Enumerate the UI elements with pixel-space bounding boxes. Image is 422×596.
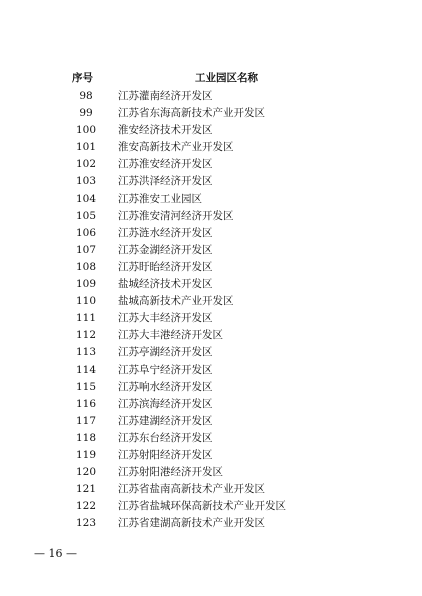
table-row [63,515,363,532]
row-park-name: 江苏淮安经济开发区 [118,158,213,171]
row-serial-number: 111 [75,312,97,325]
table-row [63,430,363,447]
row-serial-number: 118 [75,431,97,444]
table-row [63,173,363,190]
table-row [63,293,363,310]
row-serial-number: 121 [75,483,97,496]
row-park-name: 江苏响水经济开发区 [118,380,213,393]
row-park-name: 盐城高新技术产业开发区 [118,295,234,308]
table-row [63,156,363,173]
row-serial-number: 98 [79,90,93,102]
row-park-name: 江苏洪泽经济开发区 [118,175,213,188]
row-park-name: 淮安经济技术开发区 [118,124,213,137]
row-park-name: 盐城经济技术开发区 [118,278,213,291]
row-serial-number: 103 [75,175,97,188]
table-row [63,259,363,276]
table-row [63,327,363,344]
row-park-name: 江苏东台经济开发区 [118,431,213,444]
row-serial-number: 107 [75,243,97,256]
table-row [63,481,363,498]
row-park-name: 江苏阜宁经济开发区 [118,363,213,376]
row-serial-number: 112 [75,329,97,342]
row-serial-number: 105 [75,209,97,222]
row-park-name: 江苏省东海高新技术产业开发区 [118,107,265,120]
table-row [63,208,363,225]
table-row [63,191,363,208]
row-serial-number: 101 [75,141,97,154]
row-park-name: 江苏建湖经济开发区 [118,414,213,427]
row-park-name: 江苏大丰港经济开发区 [118,329,223,342]
row-serial-number: 106 [75,226,97,239]
row-serial-number: 100 [75,124,97,137]
table-row [63,413,363,430]
row-serial-number: 109 [75,278,97,291]
page-number: — 16 — [34,547,77,560]
row-serial-number: 99 [79,107,93,120]
row-serial-number: 122 [75,500,97,513]
table-row [63,344,363,361]
table-row [63,105,363,122]
row-park-name: 江苏省建湖高新技术产业开发区 [118,517,265,530]
table-row [63,310,363,327]
row-serial-number: 119 [75,448,97,461]
table-row [63,447,363,464]
row-park-name: 江苏射阳港经济开发区 [118,466,223,479]
row-serial-number: 123 [75,517,97,530]
row-park-name: 江苏淮安清河经济开发区 [118,209,234,222]
table-header-row [63,70,363,86]
table-row [63,396,363,413]
row-park-name: 江苏涟水经济开发区 [118,226,213,239]
row-park-name: 江苏灌南经济开发区 [118,90,213,102]
row-serial-number: 113 [75,346,97,359]
row-park-name: 江苏省盐城环保高新技术产业开发区 [118,500,286,513]
table-row [63,379,363,396]
row-park-name: 江苏亭湖经济开发区 [118,346,213,359]
row-serial-number: 115 [75,380,97,393]
row-serial-number: 108 [75,260,97,273]
row-serial-number: 114 [75,363,97,376]
industrial-park-table [63,70,363,530]
row-serial-number: 104 [75,192,97,205]
row-park-name: 江苏金湖经济开发区 [118,243,213,256]
table-row [63,122,363,139]
row-park-name: 江苏射阳经济开发区 [118,448,213,461]
table-body [63,88,363,532]
row-park-name: 江苏淮安工业园区 [118,192,202,205]
row-serial-number: 116 [75,397,97,410]
table-row [63,225,363,242]
row-serial-number: 110 [75,295,97,308]
row-park-name: 淮安高新技术产业开发区 [118,141,234,154]
table-row [63,242,363,259]
header-serial-number: 序号 [72,72,93,84]
row-serial-number: 117 [75,414,97,427]
table-row [63,276,363,293]
row-serial-number: 120 [75,466,97,479]
row-park-name: 江苏大丰经济开发区 [118,312,213,325]
header-park-name: 工业园区名称 [195,72,258,84]
table-row [63,139,363,156]
table-row [63,362,363,379]
table-row [63,88,363,105]
table-row [63,498,363,515]
row-park-name: 江苏盱眙经济开发区 [118,260,213,273]
table-row [63,464,363,481]
row-park-name: 江苏省盐南高新技术产业开发区 [118,483,265,496]
row-park-name: 江苏滨海经济开发区 [118,397,213,410]
row-serial-number: 102 [75,158,97,171]
